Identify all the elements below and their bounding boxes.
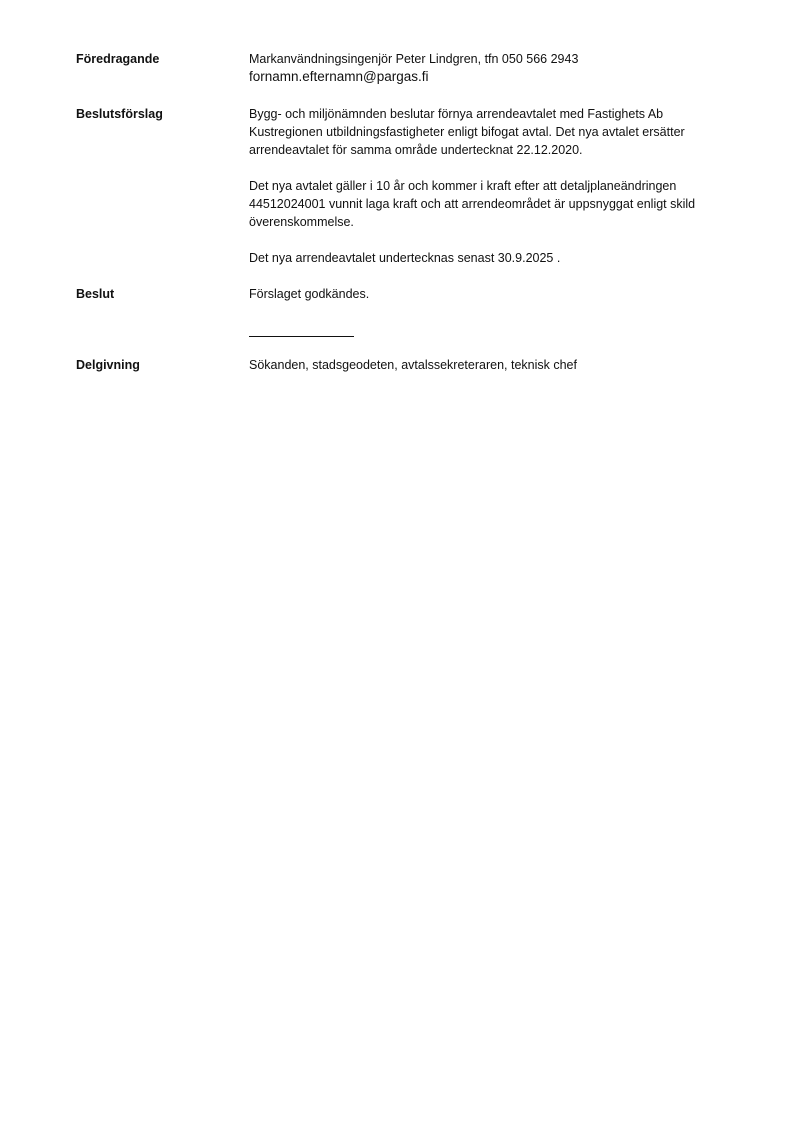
decision-content [249, 285, 739, 303]
proposal-content [249, 105, 739, 267]
proposal-paragraph-1-line-1: Bygg- och miljönämnden beslutar förnya arrendeavtalet med Fastighets Ab [249, 107, 664, 121]
separator-line [249, 336, 354, 337]
proposal-paragraph-2-line-2: 44512024001 vunnit laga kraft och att arrendeområdet är uppsnyggat enligt skild [249, 197, 696, 211]
proposal-label: Beslutsförslag [76, 107, 163, 121]
notification-content [249, 356, 739, 374]
proposal-paragraph-1-line-2: Kustregionen utbildningsfastigheter enligt bifogat avtal. Det nya avtalet ersätter [249, 125, 685, 139]
proposal-paragraph-3: Det nya arrendeavtalet undertecknas senast 30.9.2025 . [249, 251, 561, 265]
proposal-paragraph-2-line-3: överenskommelse. [249, 215, 354, 229]
notification-text: Sökanden, stadsgeodeten, avtalssekreteraren, teknisk chef [249, 358, 577, 372]
presenter-content [249, 50, 739, 86]
presenter-label: Föredragande [76, 52, 160, 66]
presenter-email: fornamn.efternamn@pargas.fi [249, 69, 429, 84]
decision-label: Beslut [76, 287, 115, 301]
proposal-paragraph-2-line-1: Det nya avtalet gäller i 10 år och kommer i kraft efter att detaljplaneändringen [249, 179, 677, 193]
presenter-name-phone: Markanvändningsingenjör Peter Lindgren, tfn 050 566 2943 [249, 52, 579, 66]
decision-text: Förslaget godkändes. [249, 287, 370, 301]
notification-label: Delgivning [76, 358, 140, 372]
proposal-paragraph-1-line-3: arrendeavtalet för samma område undertecknat 22.12.2020. [249, 143, 583, 157]
separator-container [249, 320, 739, 337]
